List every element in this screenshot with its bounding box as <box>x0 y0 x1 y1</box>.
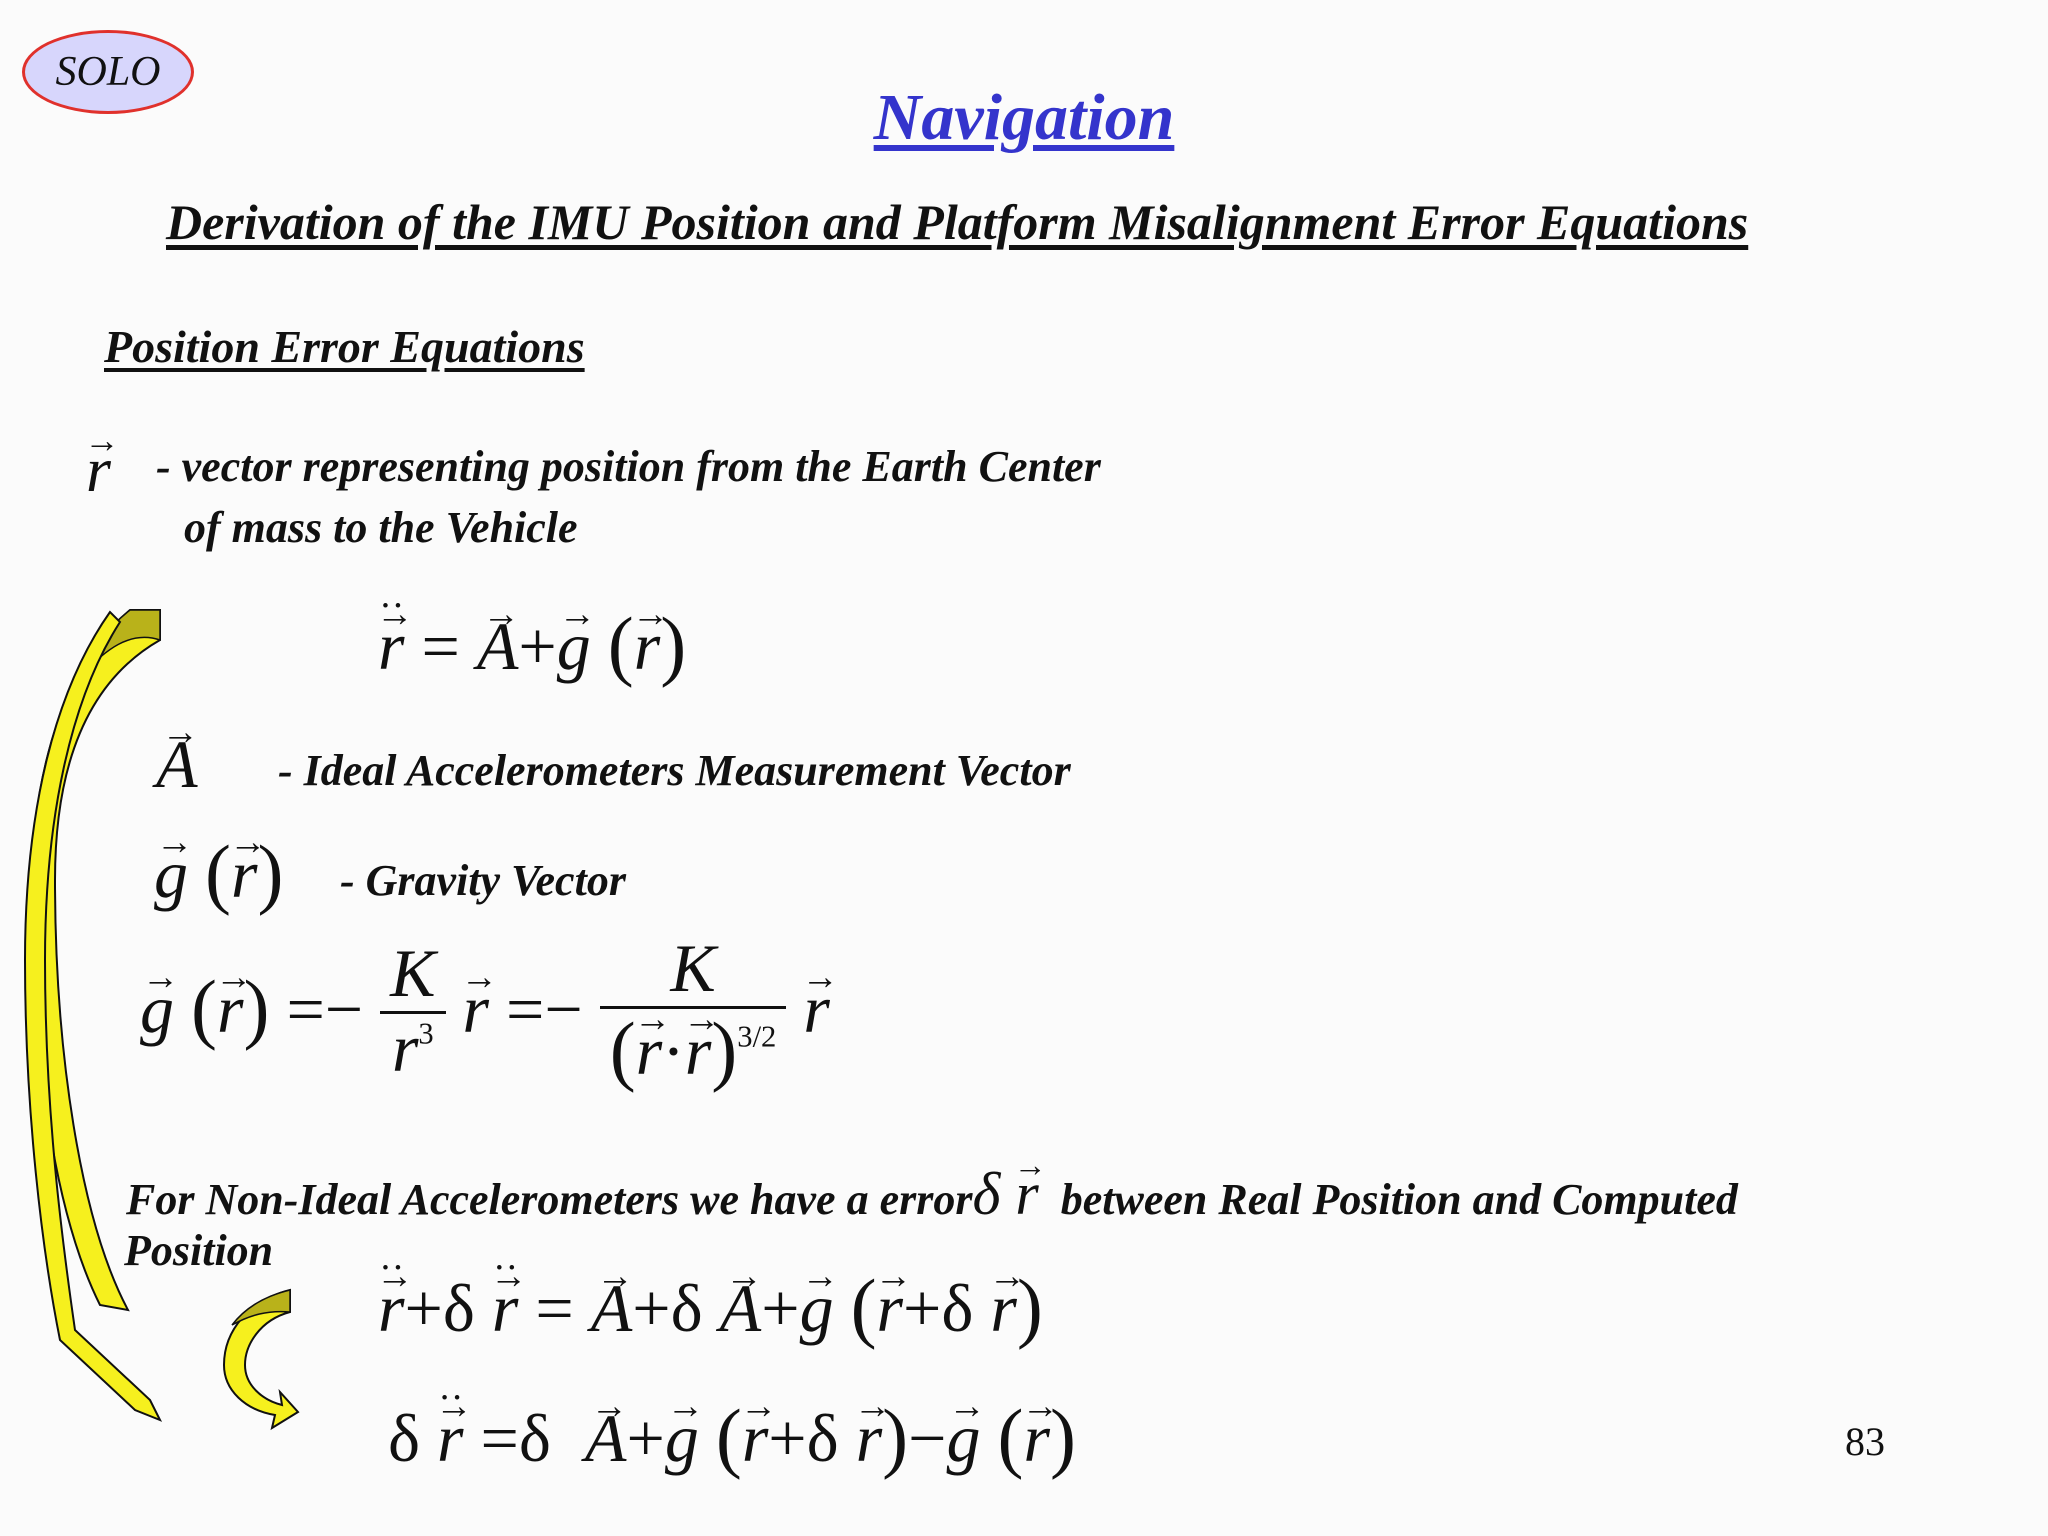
non-ideal-text-line1: For Non-Ideal Accelerometers we have a errorδ → r between Real Position and Computed <box>126 1164 1738 1225</box>
r-description-line2: of mass to the Vehicle <box>184 503 578 552</box>
slide-title-text: Navigation <box>873 81 1175 154</box>
solo-badge: SOLO <box>22 30 194 114</box>
fraction-k-over-r3: $\frac{K}{r^3}$ <box>380 939 445 1082</box>
equation-gravity: → g (→ r) =− $\frac{K}{r^3}$ → r =− $\frac{K}{(\to r\cdot\to r)^{3/2}}$ → r <box>140 940 830 1093</box>
page-number: 83 <box>1845 1419 1885 1464</box>
equation-motion: → r • • = → A+→ g (→ r) <box>378 604 686 682</box>
r-description-line1: - vector representing position from the Earth Center <box>156 442 1101 491</box>
fraction-k-over-rdotr: $\frac{K}{(\to r\cdot\to r)^{3/2}}$ <box>600 934 787 1087</box>
g-description: - Gravity Vector <box>340 856 626 905</box>
g-vector-symbol: → g (→ r) <box>154 832 283 910</box>
a-vector-symbol: → A <box>156 730 198 798</box>
equation-error: δ → r • • =δ → A+→ g (→ r+δ → r)−→ g (→ r) <box>388 1396 1076 1474</box>
section-heading: Position Error Equations <box>104 321 585 372</box>
long-arrow-ribbon <box>25 612 160 1420</box>
equation-nonideal: → r • •+δ → r • • = → A+δ → A+→ g (→ r+δ → r) <box>378 1266 1043 1344</box>
non-ideal-text-line2: Position <box>124 1226 274 1275</box>
a-description: - Ideal Accelerometers Measurement Vector <box>278 746 1071 795</box>
r-vector-symbol: → r <box>86 438 111 502</box>
slide-subtitle-text: Derivation of the IMU Position and Platform Misalignment Error Equations <box>166 194 1749 250</box>
